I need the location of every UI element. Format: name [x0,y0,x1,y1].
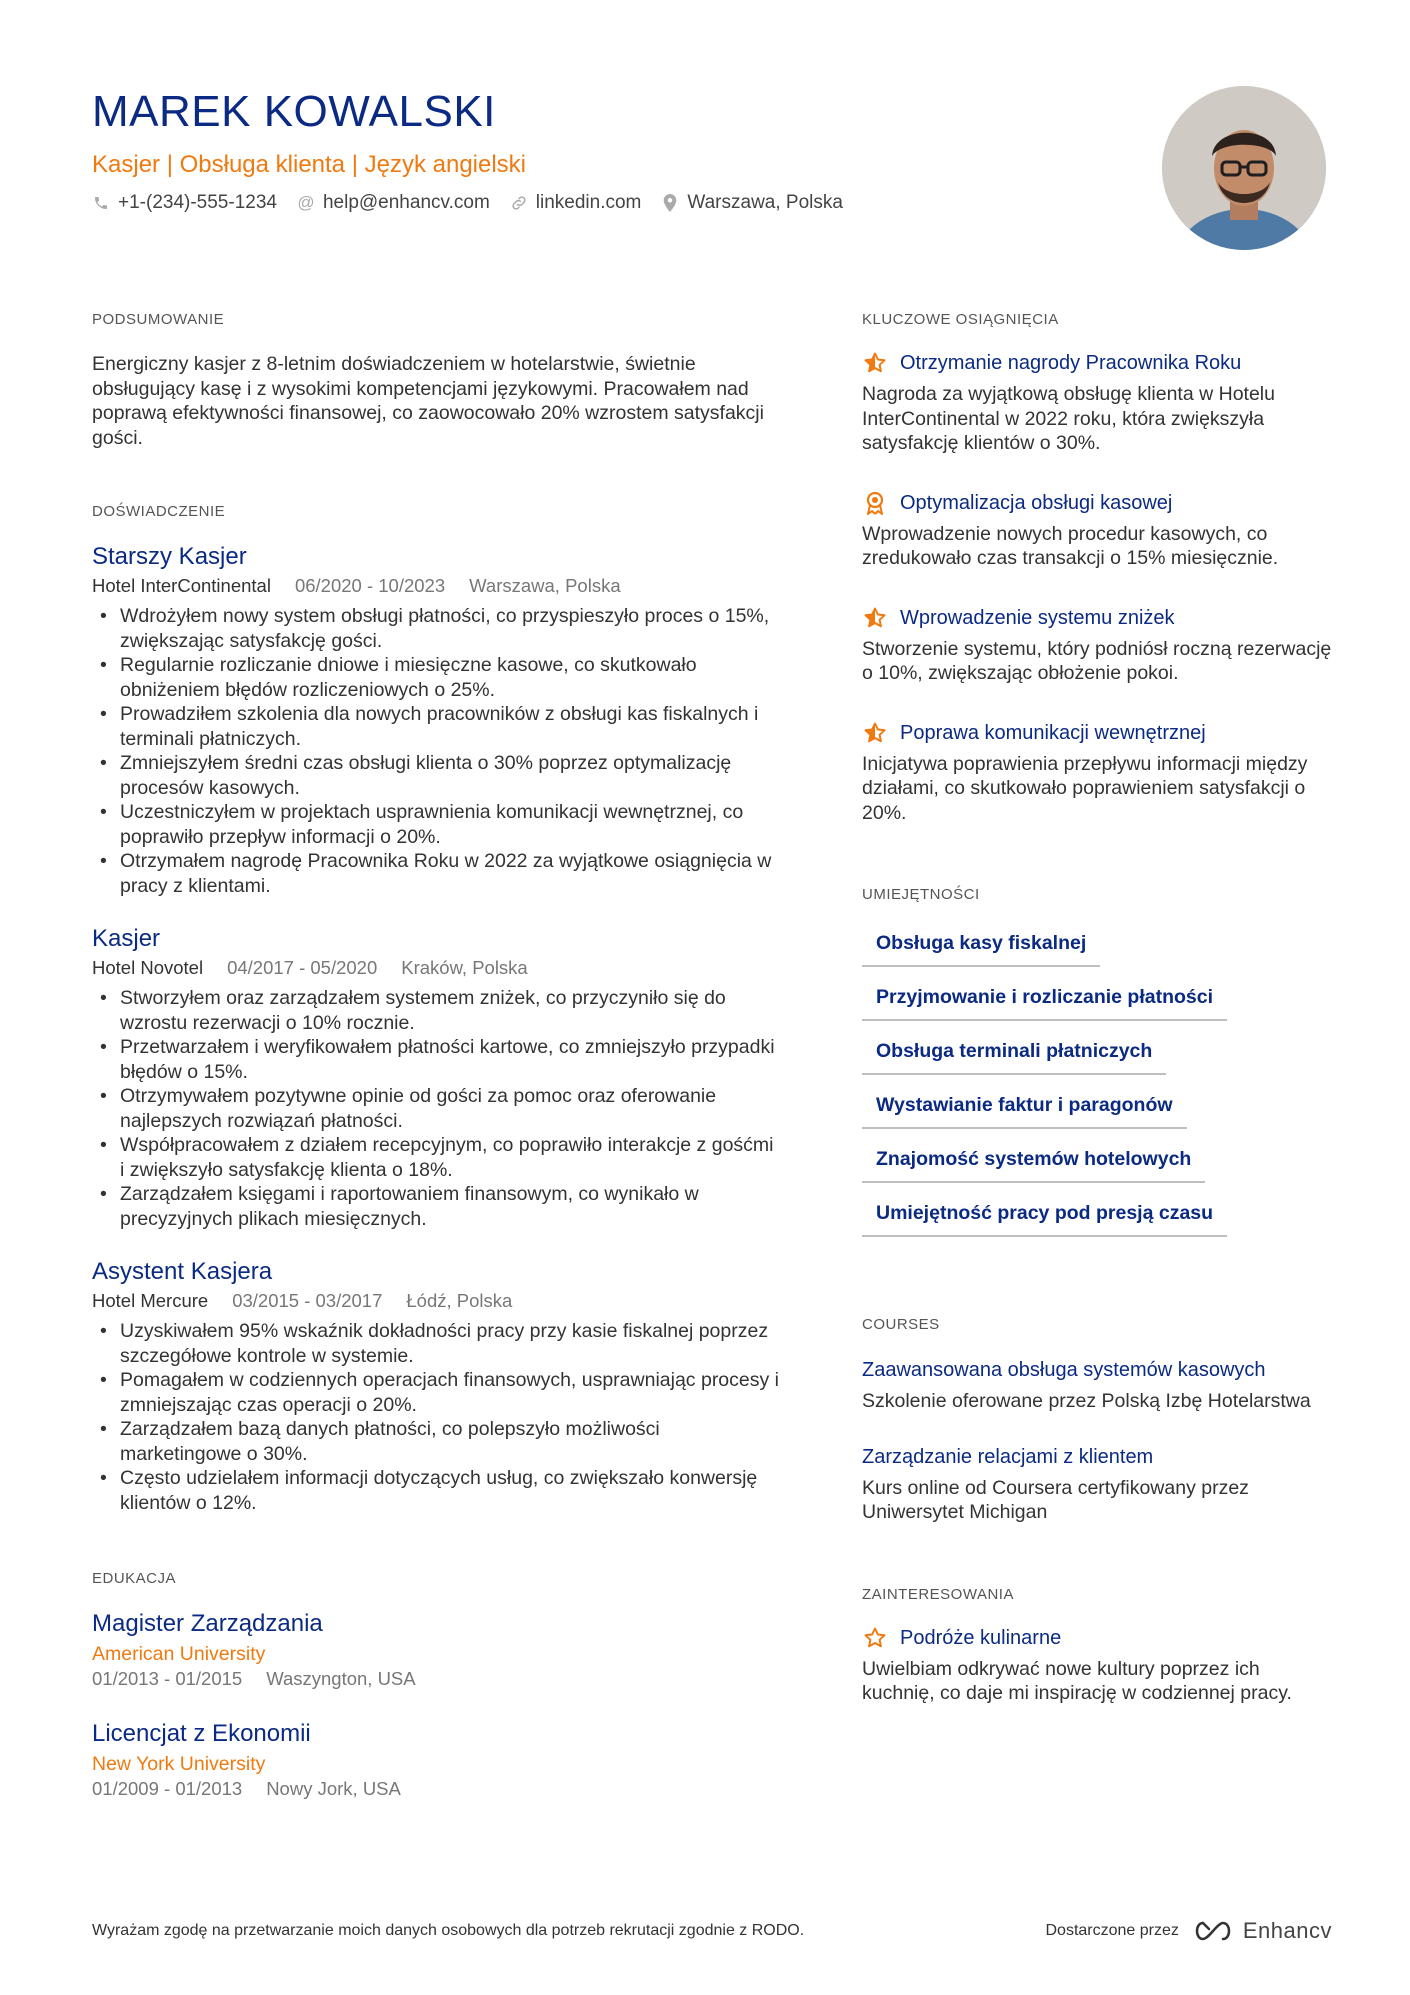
job-entry [92,1257,782,1515]
achievement-item [862,490,1332,571]
achievement-description: Inicjatywa poprawienia przepływu informacji między działami, co skutkowało poprawieniem satysfakcji o 20%. [862,752,1308,824]
job-meta [92,574,782,598]
skill-tag: Obsługa kasy fiskalnej [862,925,1100,967]
contact-location [661,192,843,214]
achievement-header [862,350,1332,376]
contact-phone [92,192,277,214]
linkedin-link[interactable]: linkedin.com [535,192,642,213]
bullet-item: • Zmniejszyłem średni czas obsługi klienta o 30% poprzez optymalizację procesów kasowych. [92,751,782,800]
interest-header [862,1625,1332,1651]
course-item [862,1444,1332,1525]
job-dates: 06/2020 - 10/2023 [294,575,446,596]
candidate-name: MAREK KOWALSKI [92,87,496,136]
achievement-item [862,350,1332,456]
education-dates: 01/2013 - 01/2015 [92,1668,243,1689]
achievement-header [862,490,1332,516]
infinity-logo-icon [1191,1919,1235,1943]
education-meta [92,1667,782,1691]
job-location: Łódź, Polska [406,1290,513,1311]
achievement-description: Nagroda za wyjątkową obsługę klienta w Hotelu InterContinental w 2022 roku, która zwiększyła satysfakcję klientów o 30%. [862,383,1275,454]
interest-title: Podróże kulinarne [900,1626,1062,1649]
star-half-icon [862,350,888,376]
job-meta [92,956,782,980]
achievement-description: Wprowadzenie nowych procedur kasowych, co zredukowało czas transakcji o 15% miesięcznie. [862,522,1279,569]
course-title: Zarządzanie relacjami z klientem [862,1445,1154,1468]
job-bullets [92,1319,782,1515]
skill-tag: Znajomość systemów hotelowych [862,1141,1205,1183]
achievement-header [862,605,1332,631]
bullet-item: • Przetwarzałem i weryfikowałem płatności kartowe, co zmniejszyło przypadki błędów o 15%. [92,1035,782,1084]
location-text: Warszawa, Polska [687,192,843,213]
award-medal-icon [862,490,888,516]
job-location: Warszawa, Polska [469,575,621,596]
courses-section [862,1315,1332,1525]
education-entry [92,1719,782,1801]
job-company: Hotel Novotel [92,957,204,978]
achievement-title: Poprawa komunikacji wewnętrznej [900,721,1206,744]
powered-by [1045,1918,1332,1944]
achievement-item [862,720,1332,826]
summary-section [92,310,782,450]
job-title: Starszy Kasjer [92,543,247,570]
education-location: Nowy Jork, USA [266,1778,401,1799]
profile-photo [1162,86,1326,250]
achievement-title: Otrzymanie nagrody Pracownika Roku [900,352,1242,374]
interest-description: Uwielbiam odkrywać nowe kultury poprzez ich kuchnię, co daje mi inspirację w codziennej pracy. [862,1657,1292,1704]
skill-tag: Wystawianie faktur i paragonów [862,1087,1187,1129]
bullet-item: • Uzyskiwałem 95% wskaźnik dokładności pracy przy kasie fiskalnej poprzez szczegółowe kontrole w systemie. [92,1319,782,1368]
achievement-header [862,720,1332,746]
achievement-title: Wprowadzenie systemu zniżek [900,606,1175,629]
brand-logo[interactable] [1191,1918,1332,1944]
courses-heading: COURSES [862,1316,940,1333]
bullet-item: • Stworzyłem oraz zarządzałem systemem zniżek, co przyczyniło się do wzrostu rezerwacji o 10% rocznie. [92,986,782,1035]
skill-tag: Przyjmowanie i rozliczanie płatności [862,979,1227,1021]
achievements-section [862,310,1332,825]
skill-tag: Umiejętność pracy pod presją czasu [862,1195,1227,1237]
contact-email [297,192,490,214]
right-column [862,310,1332,1706]
interest-item [862,1625,1332,1706]
job-entry [92,542,782,898]
school-name: New York University [92,1753,266,1775]
bullet-item: • Uczestniczyłem w projektach usprawnienia komunikacji wewnętrznej, co poprawiło przepływ informacji o 20%. [92,800,782,849]
interests-list [862,1625,1332,1706]
bullet-item: • Współpracowałem z działem recepcyjnym, co poprawiło interakcje z gośćmi i zwiększyło satysfakcję klienta o 18%. [92,1133,782,1182]
degree-title: Magister Zarządzania [92,1610,323,1637]
job-list [92,542,782,1515]
resume-header [92,86,1132,214]
headline: Kasjer | Obsługa klienta | Język angielski [92,151,527,178]
bullet-item: • Regularnie rozliczanie dniowe i miesięczne kasowe, co skutkowało obniżeniem błędów rozliczeniowych o 25%. [92,653,782,702]
school-name: American University [92,1643,266,1665]
left-column [92,310,782,1801]
powered-by-label: Dostarczone przez [1045,1922,1179,1939]
location-pin-icon [661,194,679,212]
education-dates: 01/2009 - 01/2013 [92,1778,243,1799]
skills-heading: UMIEJĘTNOŚCI [862,886,980,903]
interests-heading: ZAINTERESOWANIA [862,1585,1014,1603]
course-description: Szkolenie oferowane przez Polską Izbę Hotelarstwa [862,1390,1311,1412]
achievements-list [862,350,1332,825]
bullet-item: • Prowadziłem szkolenia dla nowych pracowników z obsługi kas fiskalnych i terminali płatniczych. [92,702,782,751]
course-description: Kurs online od Coursera certyfikowany przez Uniwersytet Michigan [862,1476,1249,1523]
consent-text: Wyrażam zgodę na przetwarzanie moich danych osobowych dla potrzeb rekrutacji zgodnie z RODO. [92,1922,805,1939]
job-title: Asystent Kasjera [92,1258,273,1285]
skills-section [862,885,1332,1237]
job-meta [92,1289,782,1313]
star-half-icon [862,720,888,746]
skills-list [862,925,1332,1237]
bullet-item: • Wdrożyłem nowy system obsługi płatności, co przyspieszyło proces o 15%, zwiększając satysfakcję gości. [92,604,782,653]
at-sign-icon: @ [297,193,315,212]
job-company: Hotel Mercure [92,1290,209,1311]
job-dates: 03/2015 - 03/2017 [232,1290,383,1311]
job-location: Kraków, Polska [401,957,528,978]
skill-tag: Obsługa terminali płatniczych [862,1033,1166,1075]
education-location: Waszyngton, USA [266,1668,416,1689]
brand-name: Enhancv [1242,1918,1332,1943]
achievement-title: Optymalizacja obsługi kasowej [900,491,1173,514]
experience-section [92,502,782,1515]
star-half-icon [862,605,888,631]
achievements-heading: KLUCZOWE OSIĄGNIĘCIA [862,311,1059,328]
email-link[interactable]: help@enhancv.com [322,192,490,213]
interests-section [862,1585,1332,1706]
link-icon [510,194,528,212]
bullet-item: • Otrzymałem nagrodę Pracownika Roku w 2022 za wyjątkowe osiągnięcia w pracy z klientami. [92,849,782,898]
degree-title: Licencjat z Ekonomii [92,1720,311,1747]
achievement-item [862,605,1332,686]
bullet-item: • Zarządzałem bazą danych płatności, co polepszyło możliwości marketingowe o 30%. [92,1417,782,1466]
job-bullets [92,604,782,898]
education-entry [92,1609,782,1691]
job-company: Hotel InterContinental [92,575,271,596]
education-meta [92,1777,782,1801]
contact-linkedin [510,192,642,214]
summary-text: Energiczny kasjer z 8-letnim doświadczeniem w hotelarstwie, świetnie obsługujący kasę i z wysokimi kompetencjami językowymi. Pracowałem nad poprawą efektywności finansowej, co zaowocowało 20% wzrostem satysfakcji gości. [92,353,764,449]
summary-heading: PODSUMOWANIE [92,311,225,328]
education-list [92,1609,782,1801]
job-title: Kasjer [92,925,161,952]
courses-list [862,1357,1332,1525]
footer [92,1918,1332,1944]
course-item [862,1357,1332,1414]
job-bullets [92,986,782,1231]
achievement-description: Stworzenie systemu, który podniósł roczną rezerwację o 10%, zwiększając obłożenie pokoi. [862,637,1332,684]
job-dates: 04/2017 - 05/2020 [227,957,378,978]
education-section [92,1569,782,1801]
bullet-item: • Często udzielałem informacji dotyczących usług, co zwiększało konwersję klientów o 12%. [92,1466,782,1515]
bullet-item: • Pomagałem w codziennych operacjach finansowych, usprawniając procesy i zmniejszając czas operacji o 20%. [92,1368,782,1417]
job-entry [92,924,782,1231]
bullet-item: • Zarządzałem księgami i raportowaniem finansowym, co wynikało w precyzyjnych plikach miesięcznych. [92,1182,782,1231]
bullet-item: • Otrzymywałem pozytywne opinie od gości za pomoc oraz oferowanie najlepszych rozwiązań płatności. [92,1084,782,1133]
course-title: Zaawansowana obsługa systemów kasowych [862,1359,1266,1381]
phone-icon [92,195,110,211]
contact-bar [92,192,1132,214]
education-heading: EDUKACJA [92,1570,177,1587]
star-outline-icon [862,1625,888,1651]
phone-text[interactable]: +1-(234)-555-1234 [118,192,277,213]
experience-heading: DOŚWIADCZENIE [92,503,226,520]
